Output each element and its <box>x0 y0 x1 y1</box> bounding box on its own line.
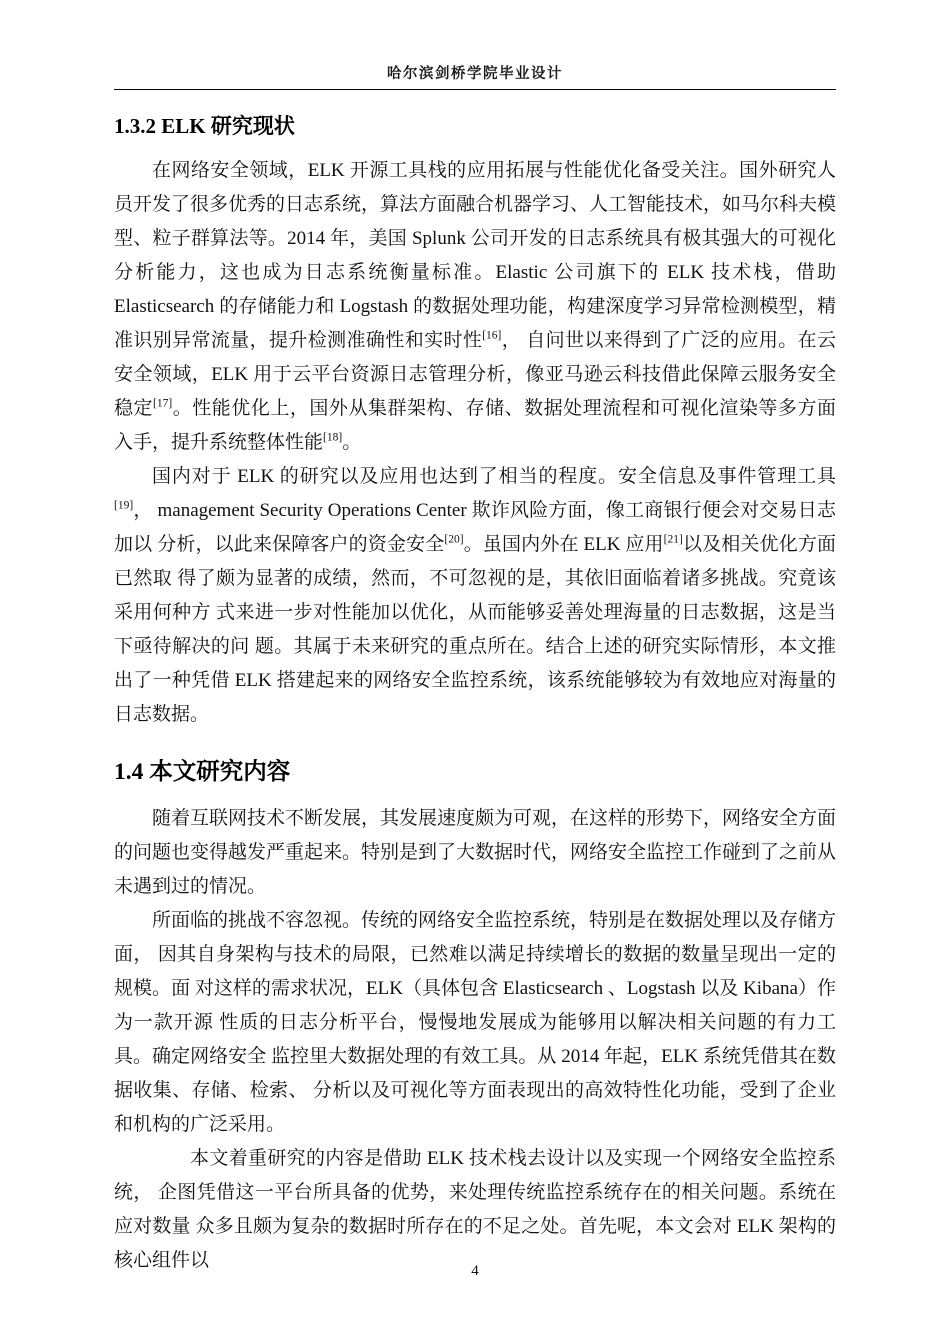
section-heading: 1.3.2 ELK 研究现状 <box>114 114 295 138</box>
paragraph <box>114 904 836 1142</box>
text-run: 随着互联网技术不断发展，其发展速度颇为可观，在这样的形势下，网络安全方面的问题也变得越发严重起来。特别是到了大数据时代，网络安全监控工作碰到了之前从未遇到过的情况。 <box>114 808 837 897</box>
citation-ref: [19] <box>114 499 134 512</box>
paragraph <box>114 802 836 904</box>
citation-ref: [21] <box>663 533 683 546</box>
text-run: 以及相关优化方面已然取 得了颇为显著的成绩，然而，不可忽视的是，其依旧面临着诸多挑战。究竟该采用何种方 式来进一步对性能加以优化，从而能够妥善处理海量的日志数据，这是当下亟待解决的问 题。其属于未来研究的重点所在。结合上述的研究实际情形，本文推出了一种凭借 ELK 搭建起来的网络安全监控系统，该系统能够较为有效地应对海量的日志数据。 <box>114 534 836 725</box>
paragraph <box>114 154 836 460</box>
text-run: 所面临的挑战不容忽视。传统的网络安全监控系统，特别是在数据处理以及存储方面， 因其自身架构与技术的局限，已然难以满足持续增长的数据的数量呈现出一定的规模。面 对这样的需求状况，ELK（具体包含 Elasticsearch 、Logstash 以及 Kibana）作为一款开源 性质的日志分析平台，慢慢地发展成为能够用以解决相关问题的有力工具。确定网络安全 监控里大数据处理的有效工具。从 2014 年起，ELK 系统凭借其在数据收集、存储、检索、 分析以及可视化等方面表现出的高效特性化功能，受到了企业和机构的广泛采用。 <box>114 910 837 1135</box>
citation-ref: [17] <box>153 397 173 410</box>
page-footer <box>0 1263 950 1280</box>
page-header <box>114 62 836 90</box>
text-run: ， 自问世以来得到了广泛的应用。在云安全领域，ELK 用于云平台资源日志管理分析，像亚马逊云科技借此保障云服务安全稳定 <box>114 330 836 419</box>
text-run: ， management Security Operations Center 欺诈风险方面，像工商银行便会对交易日志加以 分析，以此来保障客户的资金安全 <box>114 500 836 555</box>
text-run: 。 <box>342 432 362 453</box>
text-run: 在网络安全领域，ELK 开源工具栈的应用拓展与性能优化备受关注。国外研究人员开发了很多优秀的日志系统，算法方面融合机器学习、人工智能技术，如马尔科夫模型、粒子群算法等。2014 年，美国 Splunk 公司开发的日志系统具有极其强大的可视化分析能力，这也成为日志系统衡量标准。Elastic 公司旗下的 ELK 技术栈，借助 Elasticsearch 的存储能力和 Logstash 的数据处理功能，构建深度学习异常检测模型，精准识别异常流量，提升检测准确性和实时性 <box>114 160 837 351</box>
paragraph <box>114 1142 836 1278</box>
text-run: 。虽国内外在 ELK 应用 <box>463 534 664 555</box>
header-divider <box>114 89 836 90</box>
text-run: 。性能优化上，国外从集群架构、存储、数据处理流程和可视化渲染等多方面入手，提升系统整体性能 <box>114 398 836 453</box>
citation-ref: [20] <box>444 533 464 546</box>
paragraph <box>114 460 836 732</box>
section-heading: 1.4 本文研究内容 <box>114 759 291 785</box>
text-run: 国内对于 ELK 的研究以及应用也达到了相当的程度。安全信息及事件管理工具 <box>152 466 836 487</box>
document-body <box>114 110 836 1278</box>
page-number: 4 <box>471 1263 479 1279</box>
citation-ref: [16] <box>482 329 502 342</box>
header-title: 哈尔滨剑桥学院毕业设计 <box>387 66 563 82</box>
text-run: 本文着重研究的内容是借助 ELK 技术栈去设计以及实现一个网络安全监控系统， 企图凭借这一平台所具备的优势，来处理传统监控系统存在的相关问题。系统在应对数量 众多且颇为复杂的数据时所存在的不足之处。首先呢，本文会对 ELK 架构的核心组件以 <box>114 1148 836 1271</box>
citation-ref: [18] <box>323 431 343 444</box>
